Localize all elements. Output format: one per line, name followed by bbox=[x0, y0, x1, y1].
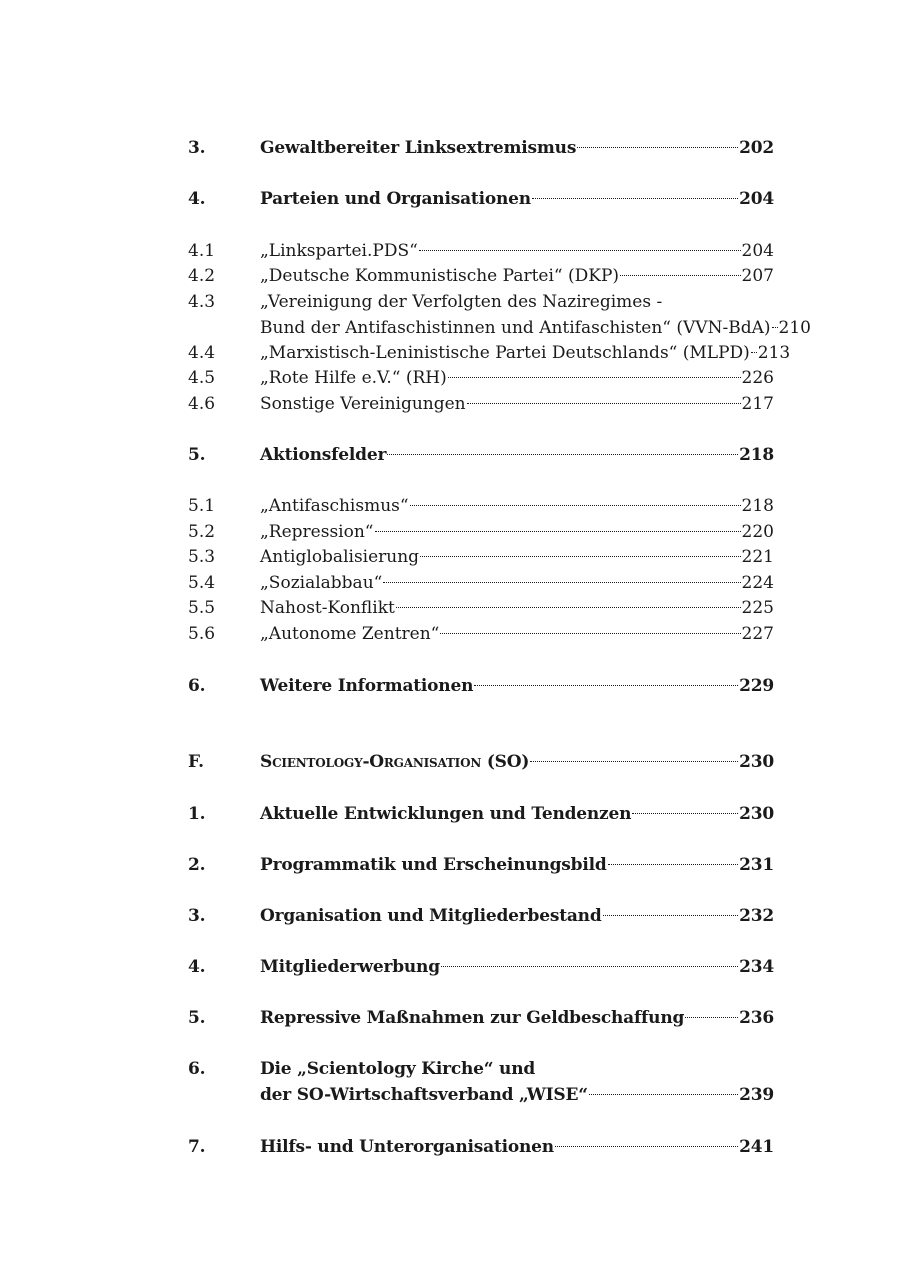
toc-entry-number: 3. bbox=[188, 906, 206, 926]
leader-dots bbox=[555, 1146, 738, 1147]
leader-dots bbox=[420, 556, 740, 557]
toc-entry-page: 204 bbox=[741, 241, 774, 261]
leader-dots bbox=[751, 352, 757, 353]
toc-entry-title-line1: Die „Scientology Kirche“ und bbox=[260, 1059, 536, 1079]
leader-dots bbox=[620, 275, 741, 276]
toc-entry-page: 230 bbox=[739, 804, 774, 824]
toc-entry-title: Sonstige Vereinigungen bbox=[260, 394, 466, 414]
leader-dots bbox=[603, 915, 739, 916]
leader-dots bbox=[387, 454, 738, 455]
toc-entry-title: Aktuelle Entwicklungen und Tendenzen bbox=[260, 804, 632, 824]
toc-entry-title: „Autonome Zentren“ bbox=[260, 624, 440, 644]
toc-entry-page: 221 bbox=[741, 547, 774, 567]
toc-entry-page: 202 bbox=[739, 138, 774, 158]
toc-entry-title: „Linkspartei.PDS“ bbox=[260, 241, 418, 261]
leader-dots bbox=[419, 250, 741, 251]
toc-entry-page: 226 bbox=[741, 368, 774, 388]
leader-dots bbox=[375, 531, 741, 532]
toc-entry-title: Hilfs- und Unterorganisationen bbox=[260, 1137, 554, 1157]
toc-entry-number: 5. bbox=[188, 445, 206, 465]
toc-entry-number: 6. bbox=[188, 1059, 206, 1079]
leader-dots bbox=[441, 966, 738, 967]
toc-entry-title: Repressive Maßnahmen zur Geldbeschaffung bbox=[260, 1008, 685, 1028]
toc-entry-number: F. bbox=[188, 752, 204, 772]
toc-entry-page: 224 bbox=[741, 573, 774, 593]
toc-entry-number: 5. bbox=[188, 1008, 206, 1028]
toc-entry-number: 6. bbox=[188, 676, 206, 696]
toc-entry-page: 232 bbox=[739, 906, 774, 926]
leader-dots bbox=[530, 761, 738, 762]
toc-entry-number: 5.2 bbox=[188, 522, 216, 542]
toc-entry-page: 220 bbox=[741, 522, 774, 542]
toc-entry-number: 5.5 bbox=[188, 598, 216, 618]
leader-dots bbox=[383, 582, 740, 583]
toc-entry-page: 207 bbox=[741, 266, 774, 286]
toc-entry-title: „Rote Hilfe e.V.“ (RH) bbox=[260, 368, 447, 388]
toc-entry-title-line1: „Vereinigung der Verfolgten des Naziregimes - bbox=[260, 292, 663, 312]
leader-dots bbox=[474, 685, 738, 686]
toc-entry-title: Nahost-Konflikt bbox=[260, 598, 395, 618]
toc-entry-number: 5.6 bbox=[188, 624, 216, 644]
leader-dots bbox=[532, 198, 738, 199]
leader-dots bbox=[396, 607, 741, 608]
toc-entry-page: 227 bbox=[741, 624, 774, 644]
toc-entry-page: 210 bbox=[778, 318, 811, 338]
toc-entry-title: Parteien und Organisationen bbox=[260, 189, 531, 209]
leader-dots bbox=[448, 377, 741, 378]
leader-dots bbox=[589, 1094, 738, 1095]
leader-dots bbox=[632, 813, 738, 814]
toc-entry-title: „Deutsche Kommunistische Partei“ (DKP) bbox=[260, 266, 620, 286]
toc-entry-page: 218 bbox=[739, 445, 774, 465]
toc-entry-number: 4.2 bbox=[188, 266, 216, 286]
toc-entry-page: 229 bbox=[739, 676, 774, 696]
leader-dots bbox=[772, 327, 778, 328]
toc-entry-title: Programmatik und Erscheinungsbild bbox=[260, 855, 607, 875]
toc-entry-number: 4.1 bbox=[188, 241, 216, 261]
toc-entry-page: 239 bbox=[739, 1085, 774, 1105]
toc-entry-page: 234 bbox=[739, 957, 774, 977]
toc-entry-title: Aktionsfelder bbox=[260, 445, 387, 465]
toc-entry-title: „Sozialabbau“ bbox=[260, 573, 383, 593]
toc-entry-title: Organisation und Mitgliederbestand bbox=[260, 906, 602, 926]
toc-entry-number: 3. bbox=[188, 138, 206, 158]
toc-entry-title: Bund der Antifaschistinnen und Antifaschisten“ (VVN-BdA) bbox=[260, 318, 771, 338]
leader-dots bbox=[577, 147, 738, 148]
toc-entry-title: Scientology-Organisation (SO) bbox=[260, 752, 530, 772]
toc-entry-number: 4.6 bbox=[188, 394, 216, 414]
toc-entry-page: 241 bbox=[739, 1137, 774, 1157]
toc-entry-page: 218 bbox=[741, 496, 774, 516]
toc-entry-title: „Marxistisch-Leninistische Partei Deutschlands“ (MLPD) bbox=[260, 343, 750, 363]
toc-entry-page: 225 bbox=[741, 598, 774, 618]
leader-dots bbox=[440, 633, 740, 634]
toc-entry-title: Antiglobalisierung bbox=[260, 547, 420, 567]
toc-entry-number: 4. bbox=[188, 957, 206, 977]
toc-entry-number: 1. bbox=[188, 804, 206, 824]
toc-entry-number: 4. bbox=[188, 189, 206, 209]
toc-entry-page: 204 bbox=[739, 189, 774, 209]
toc-entry-page: 236 bbox=[739, 1008, 774, 1028]
toc-entry-title: „Antifaschismus“ bbox=[260, 496, 409, 516]
toc-entry-title: Mitgliederwerbung bbox=[260, 957, 440, 977]
leader-dots bbox=[410, 505, 741, 506]
toc-entry-page: 217 bbox=[741, 394, 774, 414]
toc-entry-number: 2. bbox=[188, 855, 206, 875]
toc-entry-number: 7. bbox=[188, 1137, 206, 1157]
toc-entry-number: 4.4 bbox=[188, 343, 216, 363]
toc-entry-number: 4.5 bbox=[188, 368, 216, 388]
toc-entry-page: 231 bbox=[739, 855, 774, 875]
toc-entry-title: Weitere Informationen bbox=[260, 676, 474, 696]
leader-dots bbox=[608, 864, 739, 865]
toc-entry-number: 5.3 bbox=[188, 547, 216, 567]
toc-entry-number: 5.1 bbox=[188, 496, 216, 516]
toc-entry-title: der SO-Wirtschaftsverband „WISE“ bbox=[260, 1085, 588, 1105]
leader-dots bbox=[685, 1017, 738, 1018]
toc-entry-number: 4.3 bbox=[188, 292, 216, 312]
toc-entry-number: 5.4 bbox=[188, 573, 216, 593]
toc-entry-page: 213 bbox=[757, 343, 791, 363]
toc-entry-page: 230 bbox=[739, 752, 774, 772]
toc-entry-title: „Repression“ bbox=[260, 522, 374, 542]
toc-entry-title: Gewaltbereiter Linksextremismus bbox=[260, 138, 577, 158]
leader-dots bbox=[467, 403, 741, 404]
